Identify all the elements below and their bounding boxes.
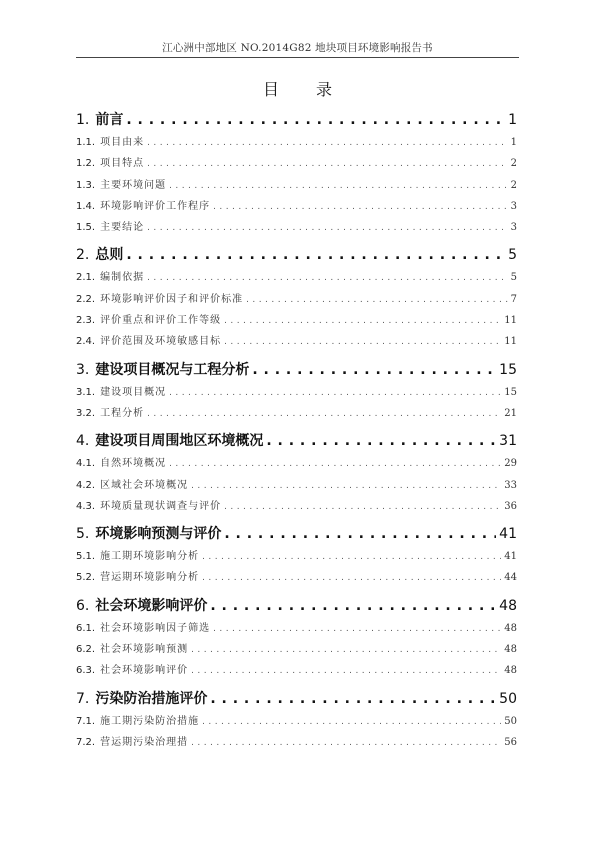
toc-section-entry[interactable] (76, 733, 517, 754)
toc-chapter-entry[interactable] (76, 595, 517, 617)
toc-page-number: 2 (510, 179, 517, 191)
toc-page-number: 56 (504, 736, 517, 748)
toc-entry-number: 4.2. (76, 479, 96, 491)
toc-chapter-entry[interactable] (76, 523, 517, 545)
toc-entry-number: 3.1. (76, 386, 96, 398)
toc-section-entry[interactable] (76, 476, 517, 497)
toc-dot-leader (224, 316, 501, 326)
toc-entry-number: 6. (76, 597, 90, 614)
toc-entry-label: 社会环境影响评价 (100, 665, 189, 677)
toc-page-number: 7 (510, 293, 517, 305)
toc-page-number: 15 (499, 361, 517, 378)
toc-entry-number: 5.2. (76, 572, 96, 584)
toc-dot-leader (169, 181, 508, 191)
toc-dot-leader (191, 645, 501, 655)
toc-entry-number: 2.4. (76, 336, 96, 348)
toc-entry-number: 7.1. (76, 715, 96, 727)
toc-page-number: 1 (510, 137, 517, 148)
toc-section-entry[interactable] (76, 640, 517, 661)
toc-dot-leader (224, 337, 501, 347)
toc-section-entry[interactable] (76, 661, 517, 682)
toc-page-number: 36 (504, 500, 517, 512)
toc-entry-number: 2.2. (76, 293, 96, 305)
toc-dot-leader (191, 738, 501, 748)
toc-entry-number: 4.3. (76, 500, 96, 512)
toc-page-number: 1 (508, 112, 517, 128)
toc-dot-leader (147, 409, 501, 419)
toc-entry-number: 6.2. (76, 644, 96, 656)
toc-section-entry[interactable] (76, 404, 517, 425)
toc-entry-label: 前言 (95, 112, 124, 128)
toc-entry-label: 总则 (95, 247, 124, 264)
toc-entry-label: 主要环境问题 (100, 179, 167, 191)
toc-dot-leader (202, 573, 501, 583)
toc-entry-label: 评价重点和评价工作等级 (100, 315, 222, 327)
toc-page-number: 48 (504, 644, 517, 656)
toc-entry-label: 工程分析 (100, 407, 145, 419)
toc-dot-leader (266, 433, 496, 449)
toc-dot-leader (224, 526, 496, 542)
toc-section-entry[interactable] (76, 547, 517, 568)
toc-section-entry[interactable] (76, 332, 517, 353)
toc-dot-leader (210, 598, 496, 614)
toc-dot-leader (252, 362, 496, 378)
toc-entry-label: 施工期环境影响分析 (100, 551, 200, 563)
toc-entry-label: 社会环境影响因子筛选 (100, 622, 211, 634)
toc-page-number: 11 (504, 315, 517, 327)
toc-entry-number: 2.3. (76, 315, 96, 327)
toc-dot-leader (126, 112, 505, 128)
toc-dot-leader (191, 666, 501, 676)
toc-entry-label: 项目特点 (100, 158, 145, 170)
toc-entry-number: 1.5. (76, 222, 96, 234)
toc-entry-number: 1.2. (76, 158, 96, 170)
toc-entry-label: 建设项目周围地区环境概况 (95, 433, 264, 450)
toc-page-number: 48 (499, 597, 517, 614)
toc-chapter-entry[interactable] (76, 109, 517, 131)
toc-dot-leader (224, 502, 501, 512)
toc-entry-number: 1.3. (76, 179, 96, 191)
toc-dot-leader (169, 388, 501, 398)
toc-chapter-entry[interactable] (76, 688, 517, 710)
toc-entry-label: 自然环境概况 (100, 458, 167, 470)
toc-entry-label: 区域社会环境概况 (100, 479, 189, 491)
toc-page-number: 31 (499, 433, 517, 450)
toc-page-number: 50 (504, 715, 517, 727)
toc-page-number: 5 (508, 247, 517, 264)
toc-entry-label: 环境影响评价工作程序 (100, 200, 211, 212)
toc-entry-label: 营运期污染治理措 (100, 736, 189, 748)
toc-entry-number: 6.3. (76, 665, 96, 677)
toc-entry-number: 6.1. (76, 622, 96, 634)
toc-page-number: 21 (504, 407, 517, 419)
toc-chapter-entry[interactable] (76, 244, 517, 266)
toc-entry-label: 编制依据 (100, 272, 145, 284)
toc-section-entry[interactable] (76, 619, 517, 640)
toc-entry-label: 主要结论 (100, 222, 145, 234)
toc-dot-leader (169, 459, 501, 469)
toc-chapter-entry[interactable] (76, 430, 517, 452)
toc-page-number: 50 (499, 690, 517, 707)
toc-dot-leader (213, 624, 501, 634)
toc-section-entry[interactable] (76, 497, 517, 518)
toc-entry-number: 1. (76, 112, 90, 128)
toc-dot-leader (202, 717, 501, 727)
toc-entry-number: 1.4. (76, 200, 96, 212)
toc-section-entry[interactable] (76, 290, 517, 311)
toc-section-entry[interactable] (76, 218, 517, 239)
toc-dot-leader (210, 691, 496, 707)
toc-section-entry[interactable] (76, 268, 517, 289)
toc-entry-number: 2. (76, 247, 90, 264)
toc-entry-label: 营运期环境影响分析 (100, 572, 200, 584)
toc-section-entry[interactable] (76, 454, 517, 475)
toc-dot-leader (213, 202, 508, 212)
toc-dot-leader (246, 295, 508, 305)
running-header: 江心洲中部地区 NO.2014G82 地块项目环境影响报告书 (162, 42, 433, 54)
toc-entry-number: 4.1. (76, 458, 96, 470)
toc-entry-number: 2.1. (76, 272, 96, 284)
toc-entry-label: 环境质量现状调查与评价 (100, 500, 222, 512)
toc-page-number: 41 (504, 551, 517, 563)
toc-page-number: 33 (504, 479, 517, 491)
toc-entry-number: 3. (76, 361, 90, 378)
toc-dot-leader (147, 223, 508, 233)
toc-entry-number: 1.1. (76, 137, 96, 148)
toc-entry-number: 4. (76, 433, 90, 450)
toc-dot-leader (147, 138, 508, 148)
toc-page-number: 41 (499, 526, 517, 543)
toc-page-number: 48 (504, 622, 517, 634)
toc-entry-number: 5.1. (76, 551, 96, 563)
header-rule (76, 57, 519, 58)
toc-page-number: 44 (504, 572, 517, 584)
toc-chapter-entry[interactable] (76, 359, 517, 381)
toc-entry-label: 污染防治措施评价 (95, 690, 208, 707)
toc-dot-leader (191, 481, 501, 491)
page-title: 目 录 (262, 80, 349, 99)
toc-entry-label: 建设项目概况与工程分析 (95, 361, 250, 378)
toc-section-entry[interactable] (76, 197, 517, 218)
table-of-contents (76, 103, 517, 754)
toc-entry-number: 7.2. (76, 736, 96, 748)
toc-section-entry[interactable] (76, 712, 517, 733)
toc-entry-label: 评价范围及环境敏感目标 (100, 336, 222, 348)
toc-section-entry[interactable] (76, 154, 517, 175)
toc-dot-leader (147, 159, 508, 169)
toc-page-number: 48 (504, 665, 517, 677)
toc-page-number: 29 (504, 458, 517, 470)
toc-entry-label: 项目由来 (100, 137, 145, 148)
toc-page-number: 3 (510, 200, 517, 212)
toc-page-number: 11 (504, 336, 517, 348)
toc-entry-label: 环境影响评价因子和评价标准 (100, 293, 244, 305)
toc-dot-leader (126, 247, 505, 263)
toc-entry-label: 社会环境影响评价 (95, 597, 208, 614)
toc-entry-label: 社会环境影响预测 (100, 644, 189, 656)
toc-page-number: 3 (510, 222, 517, 234)
toc-page-number: 2 (510, 158, 517, 170)
toc-entry-label: 环境影响预测与评价 (95, 526, 222, 543)
toc-entry-label: 建设项目概况 (100, 386, 167, 398)
toc-entry-label: 施工期污染防治措施 (100, 715, 200, 727)
toc-section-entry[interactable] (76, 133, 517, 154)
toc-entry-number: 3.2. (76, 407, 96, 419)
toc-page-number: 5 (510, 272, 517, 284)
toc-dot-leader (147, 273, 508, 283)
toc-page-number: 15 (504, 386, 517, 398)
toc-section-entry[interactable] (76, 311, 517, 332)
toc-section-entry[interactable] (76, 383, 517, 404)
toc-entry-number: 7. (76, 690, 90, 707)
toc-entry-number: 5. (76, 526, 90, 543)
toc-dot-leader (202, 552, 501, 562)
toc-section-entry[interactable] (76, 176, 517, 197)
toc-section-entry[interactable] (76, 568, 517, 589)
